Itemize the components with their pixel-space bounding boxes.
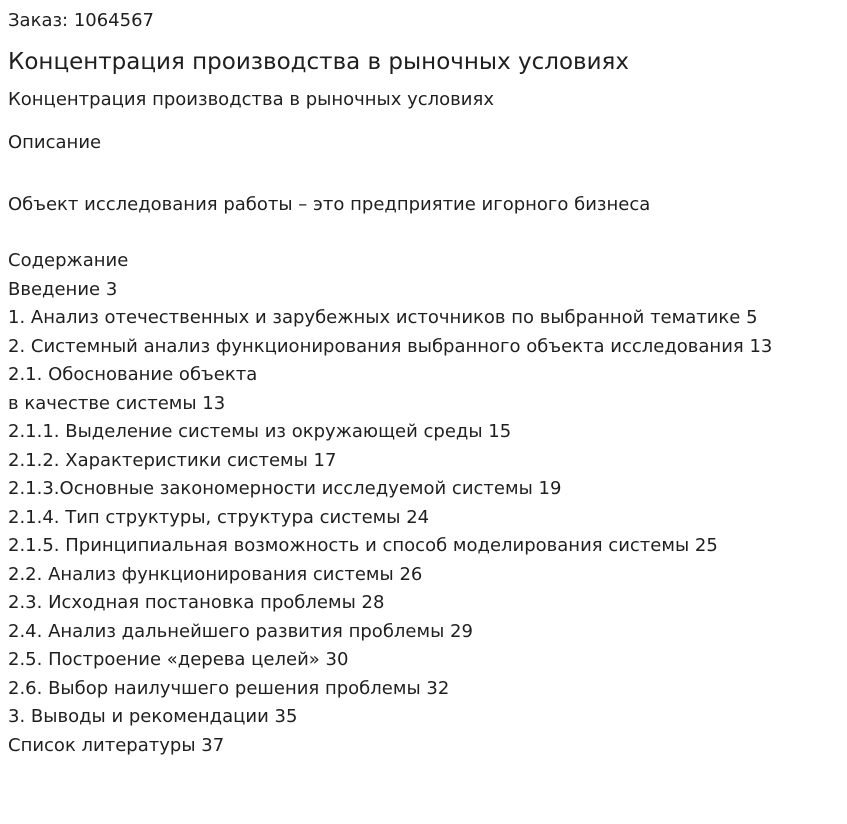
- page-title: Концентрация производства в рыночных условиях: [8, 49, 629, 75]
- toc-item: 2.1. Обоснование объекта: [8, 364, 258, 385]
- description-text: Объект исследования работы – это предприятие игорного бизнеса: [8, 194, 651, 215]
- table-of-contents: [8, 250, 772, 763]
- order-number: Заказ: 1064567: [8, 10, 154, 31]
- toc-item: 2.1.5. Принципиальная возможность и способ моделирования системы 25: [8, 535, 718, 556]
- toc-item: 2.2. Анализ функционирования системы 26: [8, 563, 423, 585]
- page-subtitle: Концентрация производства в рыночных условиях: [8, 89, 494, 110]
- toc-item: 2.6. Выбор наилучшего решения проблемы 32: [8, 677, 450, 699]
- toc-item: Список литературы 37: [8, 734, 225, 756]
- toc-item: 2.1.4. Тип структуры, структура системы 24: [8, 506, 430, 528]
- toc-item: 1. Анализ отечественных и зарубежных источников по выбранной тематике 5: [8, 307, 758, 328]
- toc-item: 3. Выводы и рекомендации 35: [8, 706, 298, 727]
- toc-heading: Содержание: [8, 250, 129, 271]
- description-heading: Описание: [8, 132, 102, 153]
- toc-item: 2.1.1. Выделение системы из окружающей среды 15: [8, 421, 512, 442]
- toc-item: Введение 3: [8, 278, 118, 300]
- toc-item: в качестве системы 13: [8, 392, 226, 414]
- toc-item: 2.4. Анализ дальнейшего развития проблемы 29: [8, 620, 473, 642]
- toc-item: 2.3. Исходная постановка проблемы 28: [8, 592, 385, 613]
- toc-item: 2.1.3.Основные закономерности исследуемой системы 19: [8, 478, 562, 499]
- toc-item: 2. Системный анализ функционирования выбранного объекта исследования 13: [8, 335, 773, 357]
- toc-item: 2.1.2. Характеристики системы 17: [8, 449, 337, 471]
- toc-item: 2.5. Построение «дерева целей» 30: [8, 649, 349, 670]
